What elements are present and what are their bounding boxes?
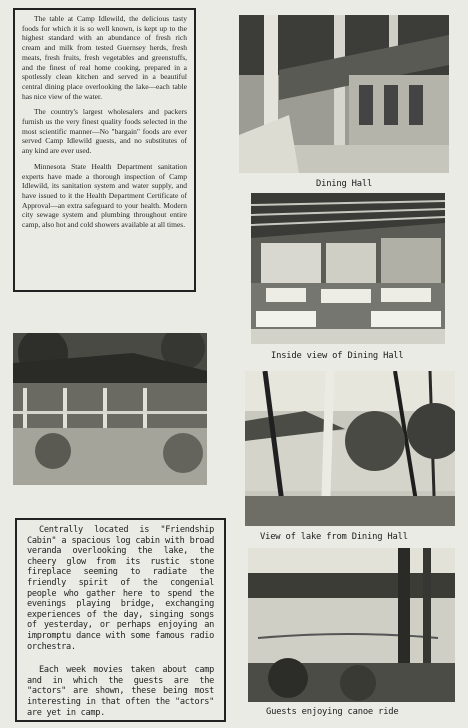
lake-view-caption: View of lake from Dining Hall: [260, 532, 408, 542]
friendship-paragraph-2: Each week movies taken about camp and in which the guests are the "actors" are shown, these being most interesting in that often the "actors" are yet in camp.: [27, 665, 214, 718]
dining-paragraph-2: The country's largest wholesalers and packers furnish us the very finest quality foods selected in the most scientific manner—No "bargain" foods are ever served Camp Idlewild guests, and no substitutes of any kind are ever used.: [22, 107, 187, 156]
dining-hall-photo: [239, 15, 449, 173]
dining-hall-caption: Dining Hall: [316, 179, 373, 189]
friendship-cabin-photo: [13, 333, 207, 485]
dining-paragraph-1: The table at Camp Idlewild, the delicious tasty foods for which it is so well known, is kept up to the highest standard with an abundance of fresh rich cream and milk from tested Guernsey herds, fresh meats, fresh fruits, fresh vegetables and greenstuffs, and the finest of real home cooking, prepared in a spotlessly clean kitchen and served in a beautiful central dining place overlooking the lake—each table has nice view of the water.: [22, 14, 187, 101]
dining-paragraph-3: Minnesota State Health Department sanitation experts have made a thorough inspection of Camp Idlewild, its sanitation system and water supply, and have issued to it the Health Department Certificate of Approval—an extra safeguard to your health. Modern city sewage system and plumbing throughout entire camp, also hot and cold showers available at all times.: [22, 161, 187, 230]
lake-view-photo: [245, 371, 455, 526]
friendship-cabin-textbox: [15, 518, 226, 722]
inside-dining-hall-photo: [251, 193, 445, 344]
canoe-ride-caption: Guests enjoying canoe ride: [266, 707, 399, 717]
inside-dining-hall-caption: Inside view of Dining Hall: [271, 351, 404, 361]
canoe-ride-photo: [248, 548, 455, 702]
friendship-paragraph-1: Centrally located is "Friendship Cabin" a spacious log cabin with broad veranda overlooking the lake, the cheery glow from its rustic stone fireplace seeming to radiate the friendly spirit of the congenial people who gather here to spend the evenings playing bridge, exchanging experiences of the day, singing songs of yesterday, or perhaps enjoying an impromptu dance with some famous radio orchestra.: [27, 525, 214, 652]
dining-info-textbox: [13, 8, 196, 292]
